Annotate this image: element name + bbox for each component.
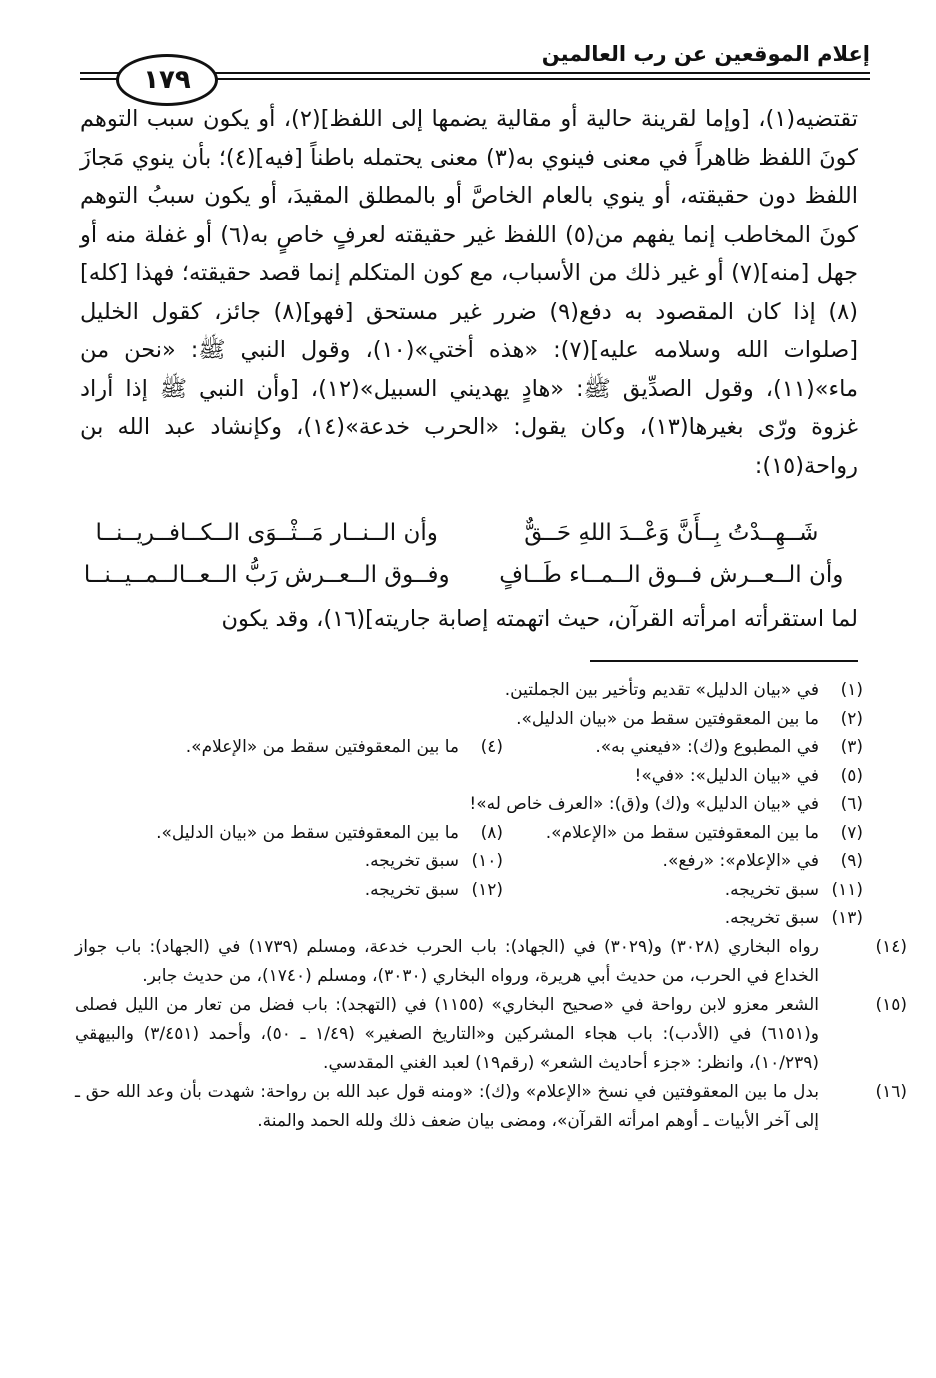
- header-rule: [80, 72, 120, 74]
- verse-first-hemistich: وأن الــعــرش فــوق الــمــاء طَــافٍ: [499, 562, 844, 588]
- header-rule: [208, 72, 870, 74]
- footnote: (٦)في «بيان الدليل» و(ك) و(ق): «العرف خاص له»!: [469, 794, 863, 814]
- poem-verse: [80, 554, 858, 596]
- footnote-separator: [590, 660, 858, 662]
- continuation-line: لما استقرأته امرأته القرآن، حيث اتهمته إصابة جاريته](١٦)، وقد يكون: [221, 606, 858, 632]
- footnote-pair: (١١)سبق تخريجه. (١٢)سبق تخريجه.: [364, 879, 863, 900]
- footnote: (٢)ما بين المعقوفتين سقط من «بيان الدليل».: [516, 708, 863, 729]
- footnote-pair: (٧)ما بين المعقوفتين سقط من «الإعلام». (٨)ما بين المعقوفتين سقط من «بيان الدليل».: [156, 822, 863, 843]
- verse-first-hemistich: شَــهِــدْتُ بِــأَنَّ وَعْــدَ اللهِ حَــقٌّ: [524, 520, 819, 546]
- footnote: (١)في «بيان الدليل» تقديم وتأخير بين الجملتين.: [504, 680, 863, 700]
- verse-second-hemistich: وأن الــنــار مَــثْــوَى الــكــافــريــنــا: [95, 520, 438, 546]
- main-text: [80, 100, 858, 485]
- page-number: ١٧٩: [116, 54, 218, 106]
- poem: [80, 512, 858, 596]
- footnotes: [75, 676, 907, 1136]
- main-paragraph: تقتضيه(١)، [وإما لقرينة حالية أو مقالية يضمها إلى اللفظ](٢)، أو يكون سبب التوهم كونَ اللفظ ظاهراً في معنى فينوي به(٣) معنى يحتمله باطناً [فيه](٤)؛ بأن ينوي مَجازَ اللفظ دون حقيقته، أو ينوي بالعام الخاصَّ أو بالمطلق المقيدَ، أو يكون سببُ التوهم كونَ المخاطب إنما يفهم من(٥) اللفظ غير حقيقته لعرفٍ خاصٍ به(٦) أو غفلة منه أو جهل [منه](٧) أو غير ذلك من الأسباب، مع كون المتكلم إنما قصد حقيقته؛ فهذا [كله](٨) إذا كان المقصود به دفع(٩) ضرر غير مستحق [فهو](٨) جائز، كقول الخليل [صلوات الله وسلامه عليه](٧): «هذه أختي»(١٠)، وقول النبي ﷺ: «نحن من ماء»(١١)، وقول الصدِّيق ﷺ: «هادٍ يهديني السبيل»(١٢)، [وأن النبي ﷺ إذا أراد غزوة ورّى بغيرها(١٣)، وكان يقول: «الحرب خدعة»(١٤)، وكإنشاد عبد الله بن رواحة(١٥):: [80, 106, 859, 479]
- book-title: إعلام الموقعين عن رب العالمين: [541, 42, 870, 66]
- footnote: (١٥)الشعر معزو لابن رواحة في «صحيح البخاري» (١١٥٥) في (التهجد): باب فضل من تعار من الليل فصلى و(٦١٥١) في (الأدب): باب هجاء المشركين و«التاريخ الصغير» (١/٤٩ ـ ٥٠)، وأحمد (٣/٤٥١) والبيهقي (١٠/٢٣٩)، وانظر: «جزء أحاديث الشعر» (رقم١٩) لعبد الغني المقدسي.: [75, 994, 907, 1073]
- footnote-pair: (٣)في المطبوع و(ك): «فيعني به». (٤)ما بين المعقوفتين سقط من «الإعلام».: [185, 737, 863, 757]
- page-header: [80, 30, 870, 94]
- footnote: (١٣)سبق تخريجه.: [724, 908, 863, 928]
- footnote: (١٦)بدل ما بين المعقوفتين في نسخ «الإعلام» و(ك): «ومنه قول عبد الله بن رواحة: شهدت بأن وعد الله حق ـ إلى آخر الأبيات ـ أوهم امرأته القرآن»، ومضى بيان ضعف ذلك ولله الحمد والمنة.: [75, 1081, 907, 1131]
- header-rule: [208, 78, 870, 80]
- verse-second-hemistich: وفــوق الــعــرش رَبُّ الــعــالــمــيــنــا: [83, 562, 450, 588]
- footnote: (١٤)رواه البخاري (٣٠٢٨) و(٣٠٢٩) في (الجهاد): باب الحرب خدعة، ومسلم (١٧٣٩) في (الجهاد): باب جواز الخداع في الحرب، من حديث أبي هريرة، ورواه البخاري (٣٠٣٠)، ومسلم (١٧٤٠)، من حديث جابر.: [75, 936, 907, 986]
- footnote: (٥)في «بيان الدليل»: «في»!: [634, 765, 863, 786]
- poem-verse: [80, 512, 858, 554]
- footnote-pair: (٩)في «الإعلام»: «رفع». (١٠)سبق تخريجه.: [364, 851, 863, 871]
- header-rule: [80, 78, 120, 80]
